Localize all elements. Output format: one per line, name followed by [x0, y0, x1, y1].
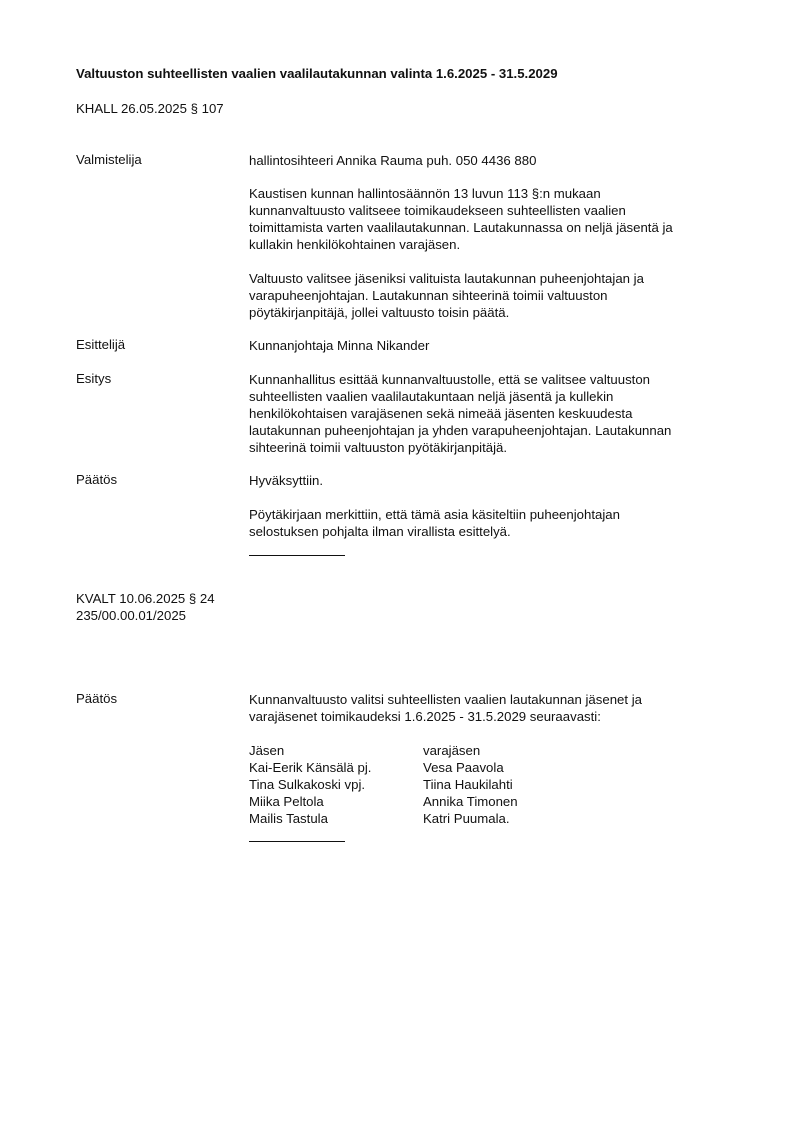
paragraph-line: varajäsenet toimikaudeksi 1.6.2025 - 31.5.2029 seuraavasti:	[249, 709, 601, 724]
case-number: 235/00.00.01/2025	[76, 608, 187, 623]
paragraph-line: sihteerinä toimii valtuuston pyötäkirjanpitäjä.	[249, 440, 508, 455]
paragraph-line: selostuksen pohjalta ilman virallista esittelyä.	[249, 524, 511, 539]
deputies-column	[423, 742, 518, 827]
paragraph-line: toimittamista varten vaalilautakunnan. Lautakunnassa on neljä jäsentä ja	[249, 220, 673, 235]
section-divider	[249, 841, 345, 842]
decision-label: Päätös	[76, 472, 118, 487]
decision-note	[249, 506, 729, 540]
proposal-label: Esitys	[76, 371, 112, 386]
deputy-name: Tiina Haukilahti	[423, 777, 513, 792]
paragraph-line: Kaustisen kunnan hallintosäännön 13 luvun 113 §:n mukaan	[249, 186, 601, 201]
presenter-value: Kunnanjohtaja Minna Nikander	[249, 338, 430, 353]
paragraph-line: Kunnanvaltuusto valitsi suhteellisten vaalien lautakunnan jäsenet ja	[249, 692, 642, 707]
preparer-label: Valmistelija	[76, 152, 142, 167]
decision-text	[249, 691, 729, 725]
proposal-text	[249, 371, 729, 456]
column-header: varajäsen	[423, 743, 481, 758]
paragraph-line: varapuheenjohtajan. Lautakunnan sihteerinä toimii valtuuston	[249, 288, 608, 303]
paragraph-line: suhteellisten vaalien vaalilautakuntaan neljä jäsentä ja kullekin	[249, 389, 614, 404]
preparer-value: hallintosihteeri Annika Rauma puh. 050 4436 880	[249, 153, 537, 168]
member-name: Kai-Eerik Känsälä pj.	[249, 760, 372, 775]
members-column	[249, 742, 371, 827]
deputy-name: Annika Timonen	[423, 794, 518, 809]
paragraph-line: pöytäkirjanpitäjä, jollei valtuusto toisin päätä.	[249, 305, 510, 320]
decision-label: Päätös	[76, 691, 118, 706]
paragraph-line: Kunnanhallitus esittää kunnanvaltuustolle, että se valitsee valtuuston	[249, 372, 651, 387]
body-paragraph-1	[249, 185, 729, 253]
section-divider	[249, 555, 345, 556]
presenter-label: Esittelijä	[76, 337, 126, 352]
khall-reference: KHALL 26.05.2025 § 107	[76, 101, 224, 116]
paragraph-line: henkilökohtaisen varajäsenen sekä nimeää jäsenten keskuudesta	[249, 406, 633, 421]
member-name: Tina Sulkakoski vpj.	[249, 777, 366, 792]
deputy-name: Katri Puumala.	[423, 811, 510, 826]
kvalt-meeting: KVALT 10.06.2025 § 24	[76, 591, 215, 606]
paragraph-line: kullakin henkilökohtainen varajäsen.	[249, 237, 461, 252]
paragraph-line: Valtuusto valitsee jäseniksi valituista lautakunnan puheenjohtajan ja	[249, 271, 644, 286]
paragraph-line: kunnanvaltuusto valitseee toimikaudekseen suhteellisten vaalien	[249, 203, 626, 218]
column-header: Jäsen	[249, 743, 285, 758]
decision-value: Hyväksyttiin.	[249, 473, 324, 488]
body-paragraph-2	[249, 270, 729, 321]
member-name: Mailis Tastula	[249, 811, 328, 826]
kvalt-reference	[76, 590, 215, 624]
paragraph-line: lautakunnan puheenjohtajan ja yhden varapuheenjohtajan. Lautakunnan	[249, 423, 672, 438]
paragraph-line: Pöytäkirjaan merkittiin, että tämä asia käsiteltiin puheenjohtajan	[249, 507, 620, 522]
deputy-name: Vesa Paavola	[423, 760, 504, 775]
document-title: Valtuuston suhteellisten vaalien vaalilautakunnan valinta 1.6.2025 - 31.5.2029	[76, 66, 558, 81]
member-name: Miika Peltola	[249, 794, 324, 809]
